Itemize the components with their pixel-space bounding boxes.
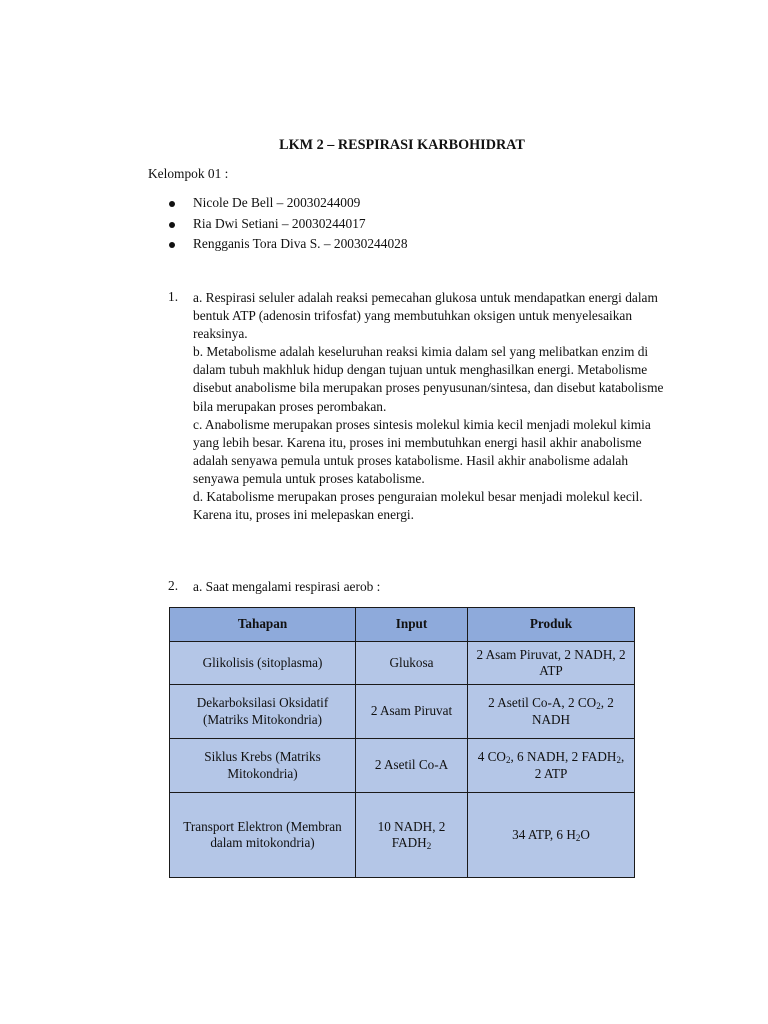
respiration-table	[169, 607, 635, 878]
stage-cell: Siklus Krebs (Matriks Mitokondria)	[170, 739, 356, 793]
answer-paragraph-d: d. Katabolisme merupakan proses penguraian molekul besar menjadi molekul kecil. Karena itu, proses ini melepaskan energi.	[193, 489, 643, 523]
bullet-icon	[169, 222, 175, 228]
table-row	[170, 685, 635, 739]
input-cell: 2 Asam Piruvat	[356, 685, 468, 739]
column-header: Tahapan	[170, 608, 356, 642]
member-item	[165, 234, 408, 255]
question-2-text: a. Saat mengalami respirasi aerob :	[193, 579, 381, 594]
bullet-icon	[169, 242, 175, 248]
answer-paragraph-b: b. Metabolisme adalah keseluruhan reaksi kimia dalam sel yang melibatkan enzim di dalam tubuh makhluk hidup dengan tujuan untuk menghasilkan energi. Metabolisme disebut anabolisme bila merupakan proses penyusunan/sintesa, dan disebut katabolisme bila merupakan proses perombakan.	[193, 344, 664, 414]
table-row	[170, 642, 635, 685]
member-name: Ria Dwi Setiani – 20030244017	[193, 215, 366, 231]
table-row	[170, 793, 635, 878]
input-cell: 10 NADH, 2 $FADH_2$	[356, 793, 468, 878]
question-1-answer	[193, 289, 673, 524]
stage-cell: Glikolisis (sitoplasma)	[170, 642, 356, 685]
member-item	[165, 193, 408, 214]
input-cell: Glukosa	[356, 642, 468, 685]
stage-cell: Dekarboksilasi Oksidatif (Matriks Mitokondria)	[170, 685, 356, 739]
input-cell: 2 Asetil Co-A	[356, 739, 468, 793]
product-cell: 2 Asam Piruvat, 2 NADH, 2 ATP	[468, 642, 635, 685]
member-list	[165, 193, 408, 255]
member-name: Rengganis Tora Diva S. – 20030244028	[193, 236, 408, 251]
product-cell: 34 ATP, 6 $H_2O$	[468, 793, 635, 878]
column-header: Produk	[468, 608, 635, 642]
member-item	[165, 214, 408, 235]
product-cell: 2 Asetil Co-A, 2 $CO_2$, 2 NADH	[468, 685, 635, 739]
question-number: 1.	[168, 289, 179, 304]
product-cell: 4 $CO_2$, 6 NADH, 2 $FADH_2$, 2 ATP	[468, 739, 635, 793]
answer-paragraph-a: a. Respirasi seluler adalah reaksi pemecahan glukosa untuk mendapatkan energi dalam bentuk ATP (adenosin trifosfat) yang membutuhkan oksigen untuk menyelesaikan reaksinya.	[193, 290, 658, 342]
document-title: LKM 2 – RESPIRASI KARBOHIDRAT	[279, 137, 525, 153]
table-header-row	[170, 608, 635, 642]
column-header: Input	[356, 608, 468, 642]
table-row	[170, 739, 635, 793]
member-name: Nicole De Bell – 20030244009	[193, 195, 361, 210]
stage-cell: Transport Elektron (Membran dalam mitokondria)	[170, 793, 356, 878]
question-number: 2.	[168, 578, 179, 593]
group-label: Kelompok 01 :	[148, 166, 229, 181]
bullet-icon	[169, 201, 175, 207]
answer-paragraph-c: c. Anabolisme merupakan proses sintesis molekul kimia kecil menjadi molekul kimia yang lebih besar. Karena itu, proses ini membutuhkan energi hasil akhir anabolisme adalah senyawa pemula untuk proses katabolisme. Hasil akhir anabolisme adalah senyawa pemula untuk proses katabolisme.	[193, 416, 651, 486]
